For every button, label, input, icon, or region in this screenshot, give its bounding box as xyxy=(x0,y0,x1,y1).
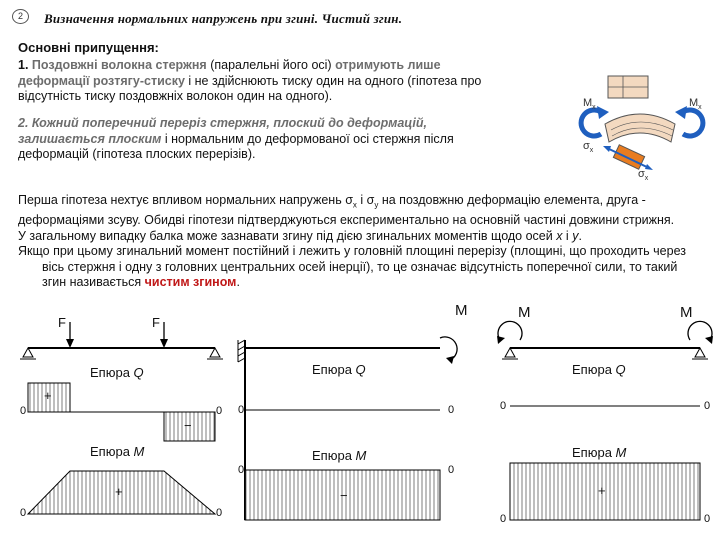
plus-m-1: + xyxy=(115,484,123,499)
stress-block xyxy=(613,145,644,170)
assumption-1-bold2: отримують лише деформації розтягу-стиску xyxy=(18,58,441,88)
assumption-1-bold: Поздовжні волокна стержня xyxy=(31,58,207,72)
moment-2-label: M xyxy=(455,302,468,319)
moment-right-label: $M_x$ xyxy=(689,97,702,112)
assumption-1-rest2: і не здійснюють тиску один на одного (гіпотеза про відсутність тиску поздовжніх волокон один на одного). xyxy=(18,73,482,103)
paragraph-line-3: Якщо при цьому згинальний момент постійний і лежить у головній площині перерізу (площині, що проходить через вісь стержня і одну з головних центральних осей інерції), то це означає відсутність поперечної сили, то такий згин називається чистим згином. xyxy=(18,244,686,289)
plus-m-3: + xyxy=(598,483,606,498)
zero-m-left-1: 0 xyxy=(20,507,27,519)
moment-left-arrow xyxy=(581,110,601,136)
assumption-1-number: 1. xyxy=(18,58,29,72)
force-right-label: F xyxy=(152,315,160,330)
moment-left-label: $M_x$ xyxy=(583,97,596,112)
zero-q-right-3: 0 xyxy=(704,400,711,412)
assumption-2-number: 2. xyxy=(18,116,29,130)
minus-m-2: − xyxy=(340,488,348,503)
explanation-paragraph xyxy=(18,193,698,291)
zero-m-right-2: 0 xyxy=(448,464,455,476)
sigma-right-label: $\sigma_x$ xyxy=(638,168,649,183)
zero-q-right-1: 0 xyxy=(216,405,223,417)
epure-m-title-1: Епюра M xyxy=(90,444,145,459)
assumption-2-bold: Кожний поперечний переріз стержня, плоский до деформацій, залишається плоским xyxy=(18,116,427,146)
moment-right-arrow xyxy=(683,110,703,136)
force-left-label: F xyxy=(58,315,66,330)
epure-q-title-3: Епюра Q xyxy=(572,362,626,377)
paragraph-line-2: У загальному випадку балка може зазнавати згину під дією згинальних моментів щодо осей x і y. xyxy=(18,228,582,243)
zero-m-left-2: 0 xyxy=(238,464,245,476)
assumption-1 xyxy=(18,58,498,105)
slide-title: Визначення нормальних напружень при згині. Чистий згин. xyxy=(44,11,403,26)
sigma-left-label: $\sigma_x$ xyxy=(583,140,594,155)
assumption-2 xyxy=(18,116,488,163)
moment-3-left-label: M xyxy=(518,304,531,321)
assumption-1-rest: (паралельні його осі) xyxy=(210,58,332,72)
zero-m-right-3: 0 xyxy=(704,513,711,525)
zero-q-left-1: 0 xyxy=(20,405,27,417)
slide-number: 2 xyxy=(12,9,29,24)
moment-3-right-label: M xyxy=(680,304,693,321)
zero-m-left-3: 0 xyxy=(500,513,507,525)
epure-q-title-2: Епюра Q xyxy=(312,362,366,377)
pure-bending-term: чистим згином xyxy=(144,275,237,289)
assumption-2-rest: і нормальним до деформованої осі стержня після деформацій (гіпотеза плоских перерізів). xyxy=(18,131,454,161)
zero-q-left-3: 0 xyxy=(500,400,507,412)
assumptions-header: Основні припущення: xyxy=(18,40,159,55)
zero-q-left-2: 0 xyxy=(238,404,245,416)
shear-moment-diagrams xyxy=(0,300,720,540)
minus-q-1: − xyxy=(184,418,192,433)
moment-2-arrow xyxy=(440,337,457,360)
epure-m-title-3: Епюра M xyxy=(572,445,627,460)
plus-q-1: + xyxy=(44,388,52,403)
zero-m-right-1: 0 xyxy=(216,507,223,519)
zero-q-right-2: 0 xyxy=(448,404,455,416)
epure-q-title-1: Епюра Q xyxy=(90,365,144,380)
paragraph-line-1: Перша гіпотеза нехтує впливом нормальних напружень $\sigma_x$ і $\sigma_y$ на поздовжню деформацію елемента, друга - деформаціями зсуву. Обидві гіпотези підтверджуються експериментально на основній частині довжини стрижня. xyxy=(18,193,675,227)
epure-m-title-2: Епюра M xyxy=(312,448,367,463)
